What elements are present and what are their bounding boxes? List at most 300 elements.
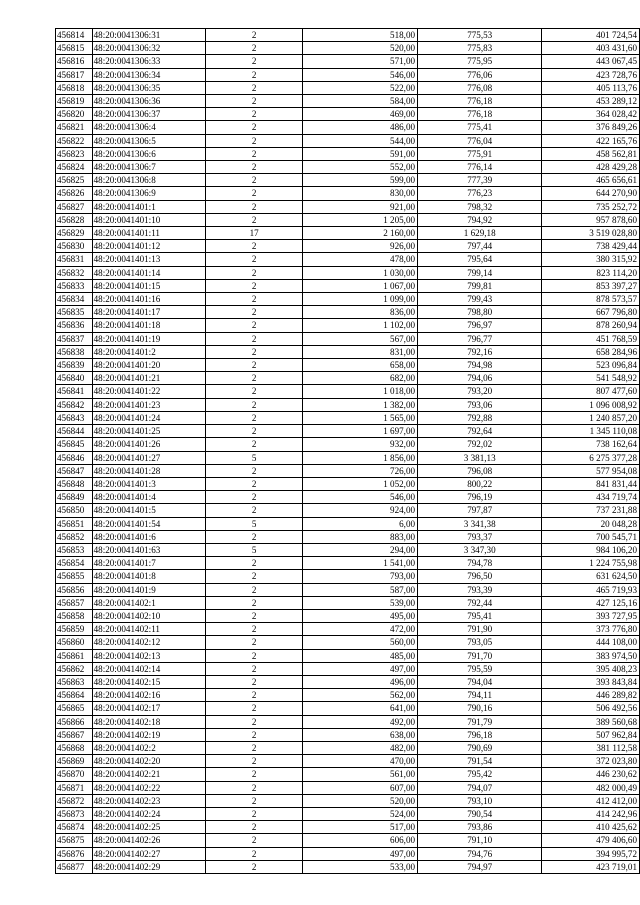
specific-value-cell: 794,76 — [418, 847, 542, 860]
category-code-cell: 2 — [206, 332, 303, 345]
table-row — [56, 108, 640, 121]
category-code-cell: 2 — [206, 174, 303, 187]
row-number-cell: 456849 — [56, 491, 93, 504]
specific-value-cell: 795,59 — [418, 662, 542, 675]
table-row — [56, 860, 640, 873]
area-cell: 546,00 — [303, 491, 418, 504]
area-cell: 1 382,00 — [303, 398, 418, 411]
category-code-cell: 2 — [206, 121, 303, 134]
table-row — [56, 807, 640, 820]
cadastral-value-cell: 446 289,82 — [542, 689, 640, 702]
cadastral-value-cell: 393 727,95 — [542, 609, 640, 622]
cadastral-value-cell: 364 028,42 — [542, 108, 640, 121]
row-number-cell: 456866 — [56, 715, 93, 728]
row-number-cell: 456831 — [56, 253, 93, 266]
row-number-cell: 456858 — [56, 609, 93, 622]
category-code-cell: 2 — [206, 266, 303, 279]
area-cell: 831,00 — [303, 345, 418, 358]
cadastral-number-cell: 48:20:0041402:26 — [92, 834, 206, 847]
row-number-cell: 456854 — [56, 557, 93, 570]
specific-value-cell: 775,41 — [418, 121, 542, 134]
category-code-cell: 2 — [206, 504, 303, 517]
category-code-cell: 5 — [206, 451, 303, 464]
area-cell: 482,00 — [303, 741, 418, 754]
category-code-cell: 2 — [206, 359, 303, 372]
specific-value-cell: 794,06 — [418, 372, 542, 385]
area-cell: 793,00 — [303, 570, 418, 583]
row-number-cell: 456865 — [56, 702, 93, 715]
category-code-cell: 2 — [206, 860, 303, 873]
table-row — [56, 253, 640, 266]
category-code-cell: 2 — [206, 240, 303, 253]
table-row — [56, 570, 640, 583]
row-number-cell: 456872 — [56, 794, 93, 807]
specific-value-cell: 800,22 — [418, 477, 542, 490]
cadastral-number-cell: 48:20:0041306:4 — [92, 121, 206, 134]
cadastral-value-cell: 405 113,76 — [542, 81, 640, 94]
cadastral-value-cell: 506 492,56 — [542, 702, 640, 715]
table-row — [56, 623, 640, 636]
specific-value-cell: 794,92 — [418, 213, 542, 226]
specific-value-cell: 796,08 — [418, 464, 542, 477]
row-number-cell: 456837 — [56, 332, 93, 345]
category-code-cell: 2 — [206, 147, 303, 160]
table-row — [56, 517, 640, 530]
cadastral-value-cell: 395 408,23 — [542, 662, 640, 675]
table-row — [56, 306, 640, 319]
category-code-cell: 2 — [206, 95, 303, 108]
cadastral-number-cell: 48:20:0041402:18 — [92, 715, 206, 728]
specific-value-cell: 799,14 — [418, 266, 542, 279]
row-number-cell: 456869 — [56, 755, 93, 768]
row-number-cell: 456841 — [56, 385, 93, 398]
specific-value-cell: 793,20 — [418, 385, 542, 398]
category-code-cell: 2 — [206, 55, 303, 68]
table-row — [56, 636, 640, 649]
row-number-cell: 456870 — [56, 768, 93, 781]
specific-value-cell: 792,16 — [418, 345, 542, 358]
cadastral-value-cell: 823 114,20 — [542, 266, 640, 279]
category-code-cell: 5 — [206, 517, 303, 530]
row-number-cell: 456857 — [56, 596, 93, 609]
cadastral-number-cell: 48:20:0041402:22 — [92, 781, 206, 794]
cadastral-number-cell: 48:20:0041402:29 — [92, 860, 206, 873]
row-number-cell: 456832 — [56, 266, 93, 279]
specific-value-cell: 3 381,13 — [418, 451, 542, 464]
cadastral-number-cell: 48:20:0041402:12 — [92, 636, 206, 649]
row-number-cell: 456855 — [56, 570, 93, 583]
specific-value-cell: 798,80 — [418, 306, 542, 319]
cadastral-value-cell: 410 425,62 — [542, 821, 640, 834]
area-cell: 606,00 — [303, 834, 418, 847]
specific-value-cell: 792,02 — [418, 438, 542, 451]
cadastral-value-cell: 700 545,71 — [542, 530, 640, 543]
cadastral-value-cell: 631 624,50 — [542, 570, 640, 583]
category-code-cell: 2 — [206, 345, 303, 358]
cadastral-number-cell: 48:20:0041401:14 — [92, 266, 206, 279]
table-row — [56, 293, 640, 306]
specific-value-cell: 798,32 — [418, 200, 542, 213]
table-row — [56, 385, 640, 398]
cadastral-number-cell: 48:20:0041401:9 — [92, 583, 206, 596]
table-row — [56, 227, 640, 240]
area-cell: 1 052,00 — [303, 477, 418, 490]
area-cell: 561,00 — [303, 768, 418, 781]
category-code-cell: 2 — [206, 609, 303, 622]
table-row — [56, 398, 640, 411]
row-number-cell: 456843 — [56, 411, 93, 424]
cadastral-number-cell: 48:20:0041402:13 — [92, 649, 206, 662]
table-row — [56, 755, 640, 768]
cadastral-number-cell: 48:20:0041401:19 — [92, 332, 206, 345]
specific-value-cell: 794,97 — [418, 860, 542, 873]
row-number-cell: 456838 — [56, 345, 93, 358]
specific-value-cell: 796,77 — [418, 332, 542, 345]
category-code-cell: 2 — [206, 583, 303, 596]
specific-value-cell: 793,39 — [418, 583, 542, 596]
category-code-cell: 17 — [206, 227, 303, 240]
specific-value-cell: 777,39 — [418, 174, 542, 187]
table-row — [56, 121, 640, 134]
cadastral-value-cell: 446 230,62 — [542, 768, 640, 781]
area-cell: 584,00 — [303, 95, 418, 108]
category-code-cell: 2 — [206, 81, 303, 94]
table-row — [56, 147, 640, 160]
specific-value-cell: 776,08 — [418, 81, 542, 94]
area-cell: 492,00 — [303, 715, 418, 728]
category-code-cell: 2 — [206, 623, 303, 636]
table-row — [56, 411, 640, 424]
category-code-cell: 2 — [206, 372, 303, 385]
category-code-cell: 2 — [206, 662, 303, 675]
category-code-cell: 2 — [206, 807, 303, 820]
specific-value-cell: 775,83 — [418, 42, 542, 55]
category-code-cell: 2 — [206, 411, 303, 424]
row-number-cell: 456846 — [56, 451, 93, 464]
row-number-cell: 456844 — [56, 425, 93, 438]
table-row — [56, 649, 640, 662]
table-body — [56, 29, 640, 874]
cadastral-value-cell: 20 048,28 — [542, 517, 640, 530]
table-row — [56, 821, 640, 834]
cadastral-number-cell: 48:20:0041401:8 — [92, 570, 206, 583]
category-code-cell: 2 — [206, 741, 303, 754]
area-cell: 472,00 — [303, 623, 418, 636]
cadastral-number-cell: 48:20:0041402:11 — [92, 623, 206, 636]
table-row — [56, 42, 640, 55]
table-row — [56, 134, 640, 147]
area-cell: 2 160,00 — [303, 227, 418, 240]
cadastral-number-cell: 48:20:0041401:63 — [92, 543, 206, 556]
table-row — [56, 174, 640, 187]
specific-value-cell: 3 341,38 — [418, 517, 542, 530]
category-code-cell: 2 — [206, 385, 303, 398]
cadastral-value-cell: 1 345 110,08 — [542, 425, 640, 438]
area-cell: 1 099,00 — [303, 293, 418, 306]
area-cell: 1 565,00 — [303, 411, 418, 424]
row-number-cell: 456873 — [56, 807, 93, 820]
specific-value-cell: 795,42 — [418, 768, 542, 781]
cadastral-number-cell: 48:20:0041401:20 — [92, 359, 206, 372]
category-code-cell: 2 — [206, 253, 303, 266]
table-row — [56, 55, 640, 68]
cadastral-number-cell: 48:20:0041306:36 — [92, 95, 206, 108]
row-number-cell: 456829 — [56, 227, 93, 240]
cadastral-number-cell: 48:20:0041401:15 — [92, 279, 206, 292]
category-code-cell: 5 — [206, 543, 303, 556]
cadastral-number-cell: 48:20:0041401:4 — [92, 491, 206, 504]
table-row — [56, 425, 640, 438]
table-row — [56, 504, 640, 517]
cadastral-value-cell: 957 878,60 — [542, 213, 640, 226]
row-number-cell: 456814 — [56, 29, 93, 42]
cadastral-number-cell: 48:20:0041401:24 — [92, 411, 206, 424]
specific-value-cell: 776,14 — [418, 161, 542, 174]
area-cell: 486,00 — [303, 121, 418, 134]
category-code-cell: 2 — [206, 68, 303, 81]
area-cell: 830,00 — [303, 187, 418, 200]
cadastral-value-cell: 423 719,01 — [542, 860, 640, 873]
row-number-cell: 456851 — [56, 517, 93, 530]
area-cell: 641,00 — [303, 702, 418, 715]
cadastral-value-cell: 372 023,80 — [542, 755, 640, 768]
row-number-cell: 456819 — [56, 95, 93, 108]
row-number-cell: 456859 — [56, 623, 93, 636]
row-number-cell: 456860 — [56, 636, 93, 649]
cadastral-value-cell: 423 728,76 — [542, 68, 640, 81]
table-row — [56, 662, 640, 675]
specific-value-cell: 776,06 — [418, 68, 542, 81]
cadastral-value-cell: 479 406,60 — [542, 834, 640, 847]
area-cell: 1 102,00 — [303, 319, 418, 332]
cadastral-value-cell: 482 000,49 — [542, 781, 640, 794]
cadastral-number-cell: 48:20:0041402:17 — [92, 702, 206, 715]
row-number-cell: 456847 — [56, 464, 93, 477]
category-code-cell: 2 — [206, 702, 303, 715]
category-code-cell: 2 — [206, 596, 303, 609]
area-cell: 924,00 — [303, 504, 418, 517]
specific-value-cell: 792,64 — [418, 425, 542, 438]
table-row — [56, 95, 640, 108]
category-code-cell: 2 — [206, 530, 303, 543]
area-cell: 470,00 — [303, 755, 418, 768]
category-code-cell: 2 — [206, 675, 303, 688]
specific-value-cell: 792,88 — [418, 411, 542, 424]
category-code-cell: 2 — [206, 755, 303, 768]
cadastral-number-cell: 48:20:0041402:2 — [92, 741, 206, 754]
area-cell: 607,00 — [303, 781, 418, 794]
specific-value-cell: 791,70 — [418, 649, 542, 662]
specific-value-cell: 799,81 — [418, 279, 542, 292]
cadastral-value-cell: 434 719,74 — [542, 491, 640, 504]
area-cell: 567,00 — [303, 332, 418, 345]
cadastral-value-cell: 394 995,72 — [542, 847, 640, 860]
table-row — [56, 68, 640, 81]
cadastral-value-cell: 644 270,90 — [542, 187, 640, 200]
table-row — [56, 557, 640, 570]
category-code-cell: 2 — [206, 570, 303, 583]
cadastral-number-cell: 48:20:0041401:16 — [92, 293, 206, 306]
row-number-cell: 456845 — [56, 438, 93, 451]
specific-value-cell: 775,91 — [418, 147, 542, 160]
area-cell: 485,00 — [303, 649, 418, 662]
table-row — [56, 266, 640, 279]
area-cell: 560,00 — [303, 636, 418, 649]
specific-value-cell: 790,16 — [418, 702, 542, 715]
cadastral-value-table — [55, 28, 640, 874]
table-row — [56, 319, 640, 332]
row-number-cell: 456862 — [56, 662, 93, 675]
cadastral-number-cell: 48:20:0041402:24 — [92, 807, 206, 820]
row-number-cell: 456815 — [56, 42, 93, 55]
category-code-cell: 2 — [206, 161, 303, 174]
cadastral-number-cell: 48:20:0041306:35 — [92, 81, 206, 94]
specific-value-cell: 794,07 — [418, 781, 542, 794]
row-number-cell: 456833 — [56, 279, 93, 292]
table-row — [56, 834, 640, 847]
category-code-cell: 2 — [206, 464, 303, 477]
table-row — [56, 200, 640, 213]
cadastral-value-cell: 428 429,28 — [542, 161, 640, 174]
specific-value-cell: 794,78 — [418, 557, 542, 570]
cadastral-value-cell: 507 962,84 — [542, 728, 640, 741]
table-row — [56, 728, 640, 741]
cadastral-number-cell: 48:20:0041306:9 — [92, 187, 206, 200]
table-row — [56, 768, 640, 781]
cadastral-value-cell: 373 776,80 — [542, 623, 640, 636]
category-code-cell: 2 — [206, 649, 303, 662]
area-cell: 562,00 — [303, 689, 418, 702]
row-number-cell: 456824 — [56, 161, 93, 174]
category-code-cell: 2 — [206, 715, 303, 728]
cadastral-number-cell: 48:20:0041306:8 — [92, 174, 206, 187]
table-row — [56, 596, 640, 609]
row-number-cell: 456828 — [56, 213, 93, 226]
specific-value-cell: 791,90 — [418, 623, 542, 636]
specific-value-cell: 796,18 — [418, 728, 542, 741]
cadastral-number-cell: 48:20:0041401:5 — [92, 504, 206, 517]
row-number-cell: 456839 — [56, 359, 93, 372]
row-number-cell: 456863 — [56, 675, 93, 688]
table-row — [56, 609, 640, 622]
area-cell: 932,00 — [303, 438, 418, 451]
specific-value-cell: 797,87 — [418, 504, 542, 517]
row-number-cell: 456853 — [56, 543, 93, 556]
specific-value-cell: 794,98 — [418, 359, 542, 372]
specific-value-cell: 793,10 — [418, 794, 542, 807]
area-cell: 539,00 — [303, 596, 418, 609]
specific-value-cell: 793,86 — [418, 821, 542, 834]
row-number-cell: 456868 — [56, 741, 93, 754]
cadastral-value-cell: 393 843,84 — [542, 675, 640, 688]
cadastral-number-cell: 48:20:0041402:15 — [92, 675, 206, 688]
specific-value-cell: 790,54 — [418, 807, 542, 820]
row-number-cell: 456850 — [56, 504, 93, 517]
cadastral-value-cell: 444 108,00 — [542, 636, 640, 649]
specific-value-cell: 796,97 — [418, 319, 542, 332]
row-number-cell: 456823 — [56, 147, 93, 160]
table-row — [56, 240, 640, 253]
area-cell: 497,00 — [303, 847, 418, 860]
table-row — [56, 451, 640, 464]
cadastral-value-cell: 541 548,92 — [542, 372, 640, 385]
cadastral-value-cell: 1 224 755,98 — [542, 557, 640, 570]
specific-value-cell: 796,50 — [418, 570, 542, 583]
specific-value-cell: 775,53 — [418, 29, 542, 42]
area-cell: 1 018,00 — [303, 385, 418, 398]
cadastral-number-cell: 48:20:0041401:27 — [92, 451, 206, 464]
cadastral-number-cell: 48:20:0041401:7 — [92, 557, 206, 570]
cadastral-number-cell: 48:20:0041401:25 — [92, 425, 206, 438]
category-code-cell: 2 — [206, 834, 303, 847]
area-cell: 599,00 — [303, 174, 418, 187]
cadastral-value-cell: 465 656,61 — [542, 174, 640, 187]
specific-value-cell: 791,54 — [418, 755, 542, 768]
cadastral-number-cell: 48:20:0041402:1 — [92, 596, 206, 609]
row-number-cell: 456856 — [56, 583, 93, 596]
cadastral-number-cell: 48:20:0041306:33 — [92, 55, 206, 68]
table-row — [56, 279, 640, 292]
category-code-cell: 2 — [206, 42, 303, 55]
cadastral-number-cell: 48:20:0041401:10 — [92, 213, 206, 226]
table-row — [56, 689, 640, 702]
cadastral-number-cell: 48:20:0041401:17 — [92, 306, 206, 319]
row-number-cell: 456836 — [56, 319, 93, 332]
table-row — [56, 675, 640, 688]
cadastral-value-cell: 465 719,93 — [542, 583, 640, 596]
area-cell: 544,00 — [303, 134, 418, 147]
area-cell: 638,00 — [303, 728, 418, 741]
category-code-cell: 2 — [206, 636, 303, 649]
cadastral-number-cell: 48:20:0041401:1 — [92, 200, 206, 213]
category-code-cell: 2 — [206, 200, 303, 213]
category-code-cell: 2 — [206, 477, 303, 490]
row-number-cell: 456816 — [56, 55, 93, 68]
row-number-cell: 456835 — [56, 306, 93, 319]
row-number-cell: 456867 — [56, 728, 93, 741]
area-cell: 836,00 — [303, 306, 418, 319]
cadastral-number-cell: 48:20:0041402:14 — [92, 662, 206, 675]
cadastral-number-cell: 48:20:0041401:28 — [92, 464, 206, 477]
row-number-cell: 456822 — [56, 134, 93, 147]
row-number-cell: 456830 — [56, 240, 93, 253]
category-code-cell: 2 — [206, 728, 303, 741]
category-code-cell: 2 — [206, 438, 303, 451]
table-row — [56, 29, 640, 42]
cadastral-number-cell: 48:20:0041306:34 — [92, 68, 206, 81]
table-row — [56, 583, 640, 596]
cadastral-value-cell: 1 096 008,92 — [542, 398, 640, 411]
cadastral-number-cell: 48:20:0041401:11 — [92, 227, 206, 240]
cadastral-number-cell: 48:20:0041306:6 — [92, 147, 206, 160]
area-cell: 926,00 — [303, 240, 418, 253]
area-cell: 587,00 — [303, 583, 418, 596]
area-cell: 524,00 — [303, 807, 418, 820]
cadastral-number-cell: 48:20:0041402:23 — [92, 794, 206, 807]
row-number-cell: 456821 — [56, 121, 93, 134]
specific-value-cell: 796,19 — [418, 491, 542, 504]
area-cell: 533,00 — [303, 860, 418, 873]
category-code-cell: 2 — [206, 279, 303, 292]
area-cell: 658,00 — [303, 359, 418, 372]
cadastral-value-cell: 984 106,20 — [542, 543, 640, 556]
category-code-cell: 2 — [206, 425, 303, 438]
area-cell: 1 030,00 — [303, 266, 418, 279]
cadastral-number-cell: 48:20:0041401:2 — [92, 345, 206, 358]
category-code-cell: 2 — [206, 134, 303, 147]
table-row — [56, 187, 640, 200]
table-row — [56, 477, 640, 490]
